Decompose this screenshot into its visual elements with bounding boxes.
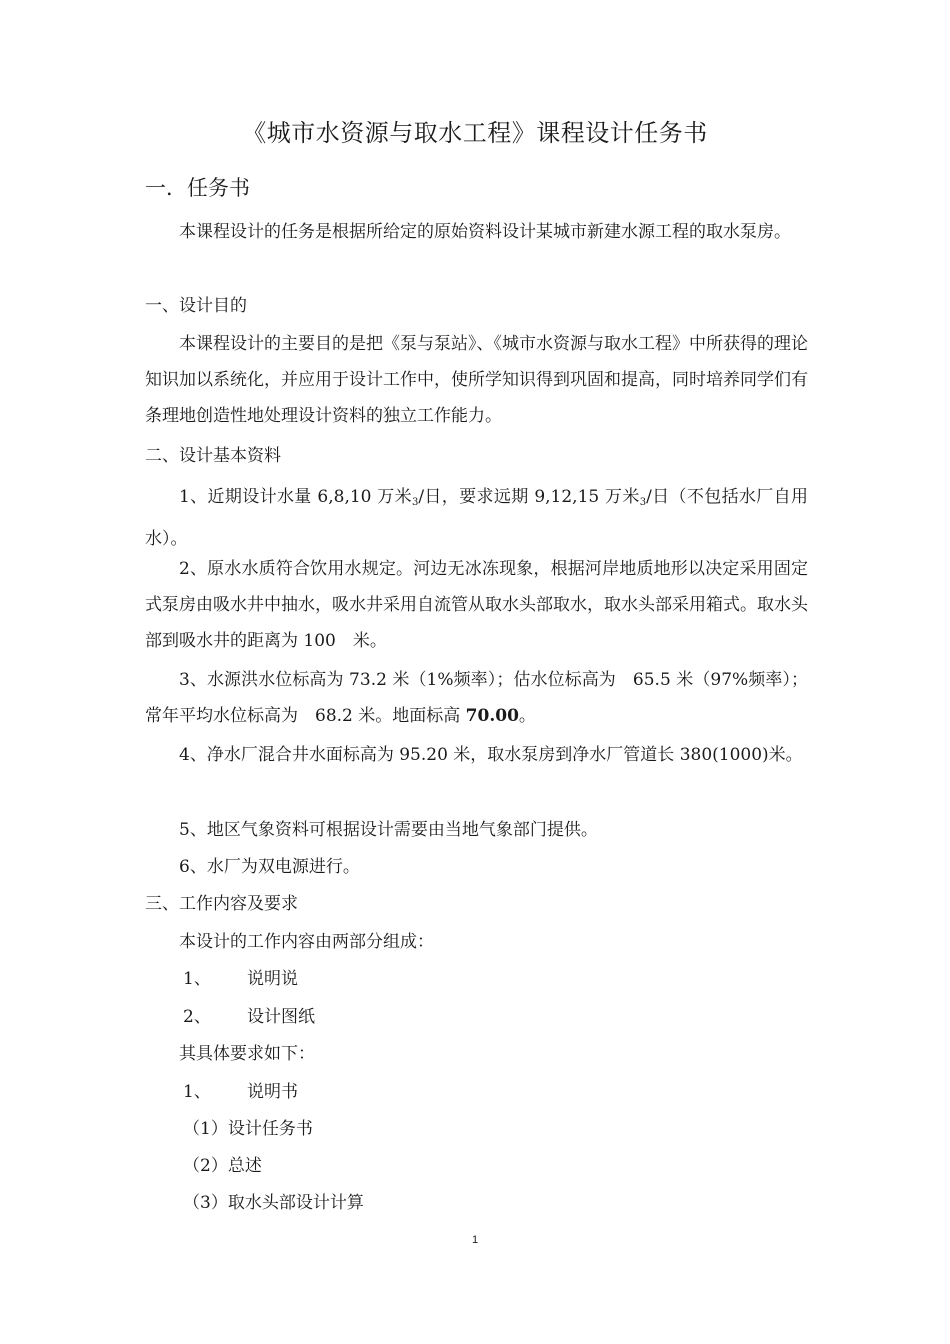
basic-data-heading: 二、设计基本资料 [145, 446, 281, 466]
list-item: 2、 设计图纸 [183, 1007, 315, 1027]
sub-list-item: （1）设计任务书 [183, 1119, 313, 1139]
sub-list-item: （2）总述 [183, 1156, 262, 1176]
basic-data-item-4: 4、净水厂混合井水面标高为 95.20 米，取水泵房到净水厂管道长 380(1000)米。 [179, 745, 803, 765]
basic-data-item-3: 3、水源洪水位标高为 73.2 米（1%频率）；估水位标高为 65.5 米（97%频率）；常年平均水位标高为 68.2 米。地面标高 70.00。 [145, 670, 808, 726]
sub-list-item: （3）取水头部设计计算 [183, 1193, 364, 1213]
basic-data-item-6: 6、水厂为双电源进行。 [179, 857, 360, 877]
basic-data-item-2: 2、原水水质符合饮用水规定。河边无冰冻现象，根据河岸地质地形以决定采用固定式泵房由吸水井中抽水，吸水井采用自流管从取水头部取水，取水头部采用箱式。取水头部到吸水井的距离为 100 米。 [145, 559, 808, 651]
document-title: 《城市水资源与取水工程》课程设计任务书 [242, 119, 708, 147]
list-item: 1、 说明说 [183, 969, 298, 989]
work-content-intro: 本设计的工作内容由两部分组成： [179, 932, 434, 952]
work-content-heading: 三、工作内容及要求 [145, 894, 298, 914]
section-heading: 一．任务书 [145, 176, 250, 200]
basic-data-item-5: 5、地区气象资料可根据设计需要由当地气象部门提供。 [179, 820, 598, 840]
design-purpose-heading: 一、设计目的 [145, 296, 247, 316]
list-item: 1、 说明书 [183, 1082, 298, 1102]
design-purpose-paragraph: 本课程设计的主要目的是把《泵与泵站》、《城市水资源与取水工程》中所获得的理论知识加以系统化，并应用于设计工作中，使所学知识得到巩固和提高，同时培养同学们有条理地创造性地处理设计资料的独立工作能力。 [145, 334, 808, 426]
page-number: 1 [471, 1234, 479, 1246]
requirements-intro: 其具体要求如下： [179, 1044, 315, 1064]
basic-data-item-1: 1、近期设计水量 6,8,10 万米3/日，要求远期 9,12,15 万米3/日（不包括水厂自用水）。 [145, 487, 808, 549]
intro-paragraph: 本课程设计的任务是根据所给定的原始资料设计某城市新建水源工程的取水泵房。 [179, 222, 791, 242]
